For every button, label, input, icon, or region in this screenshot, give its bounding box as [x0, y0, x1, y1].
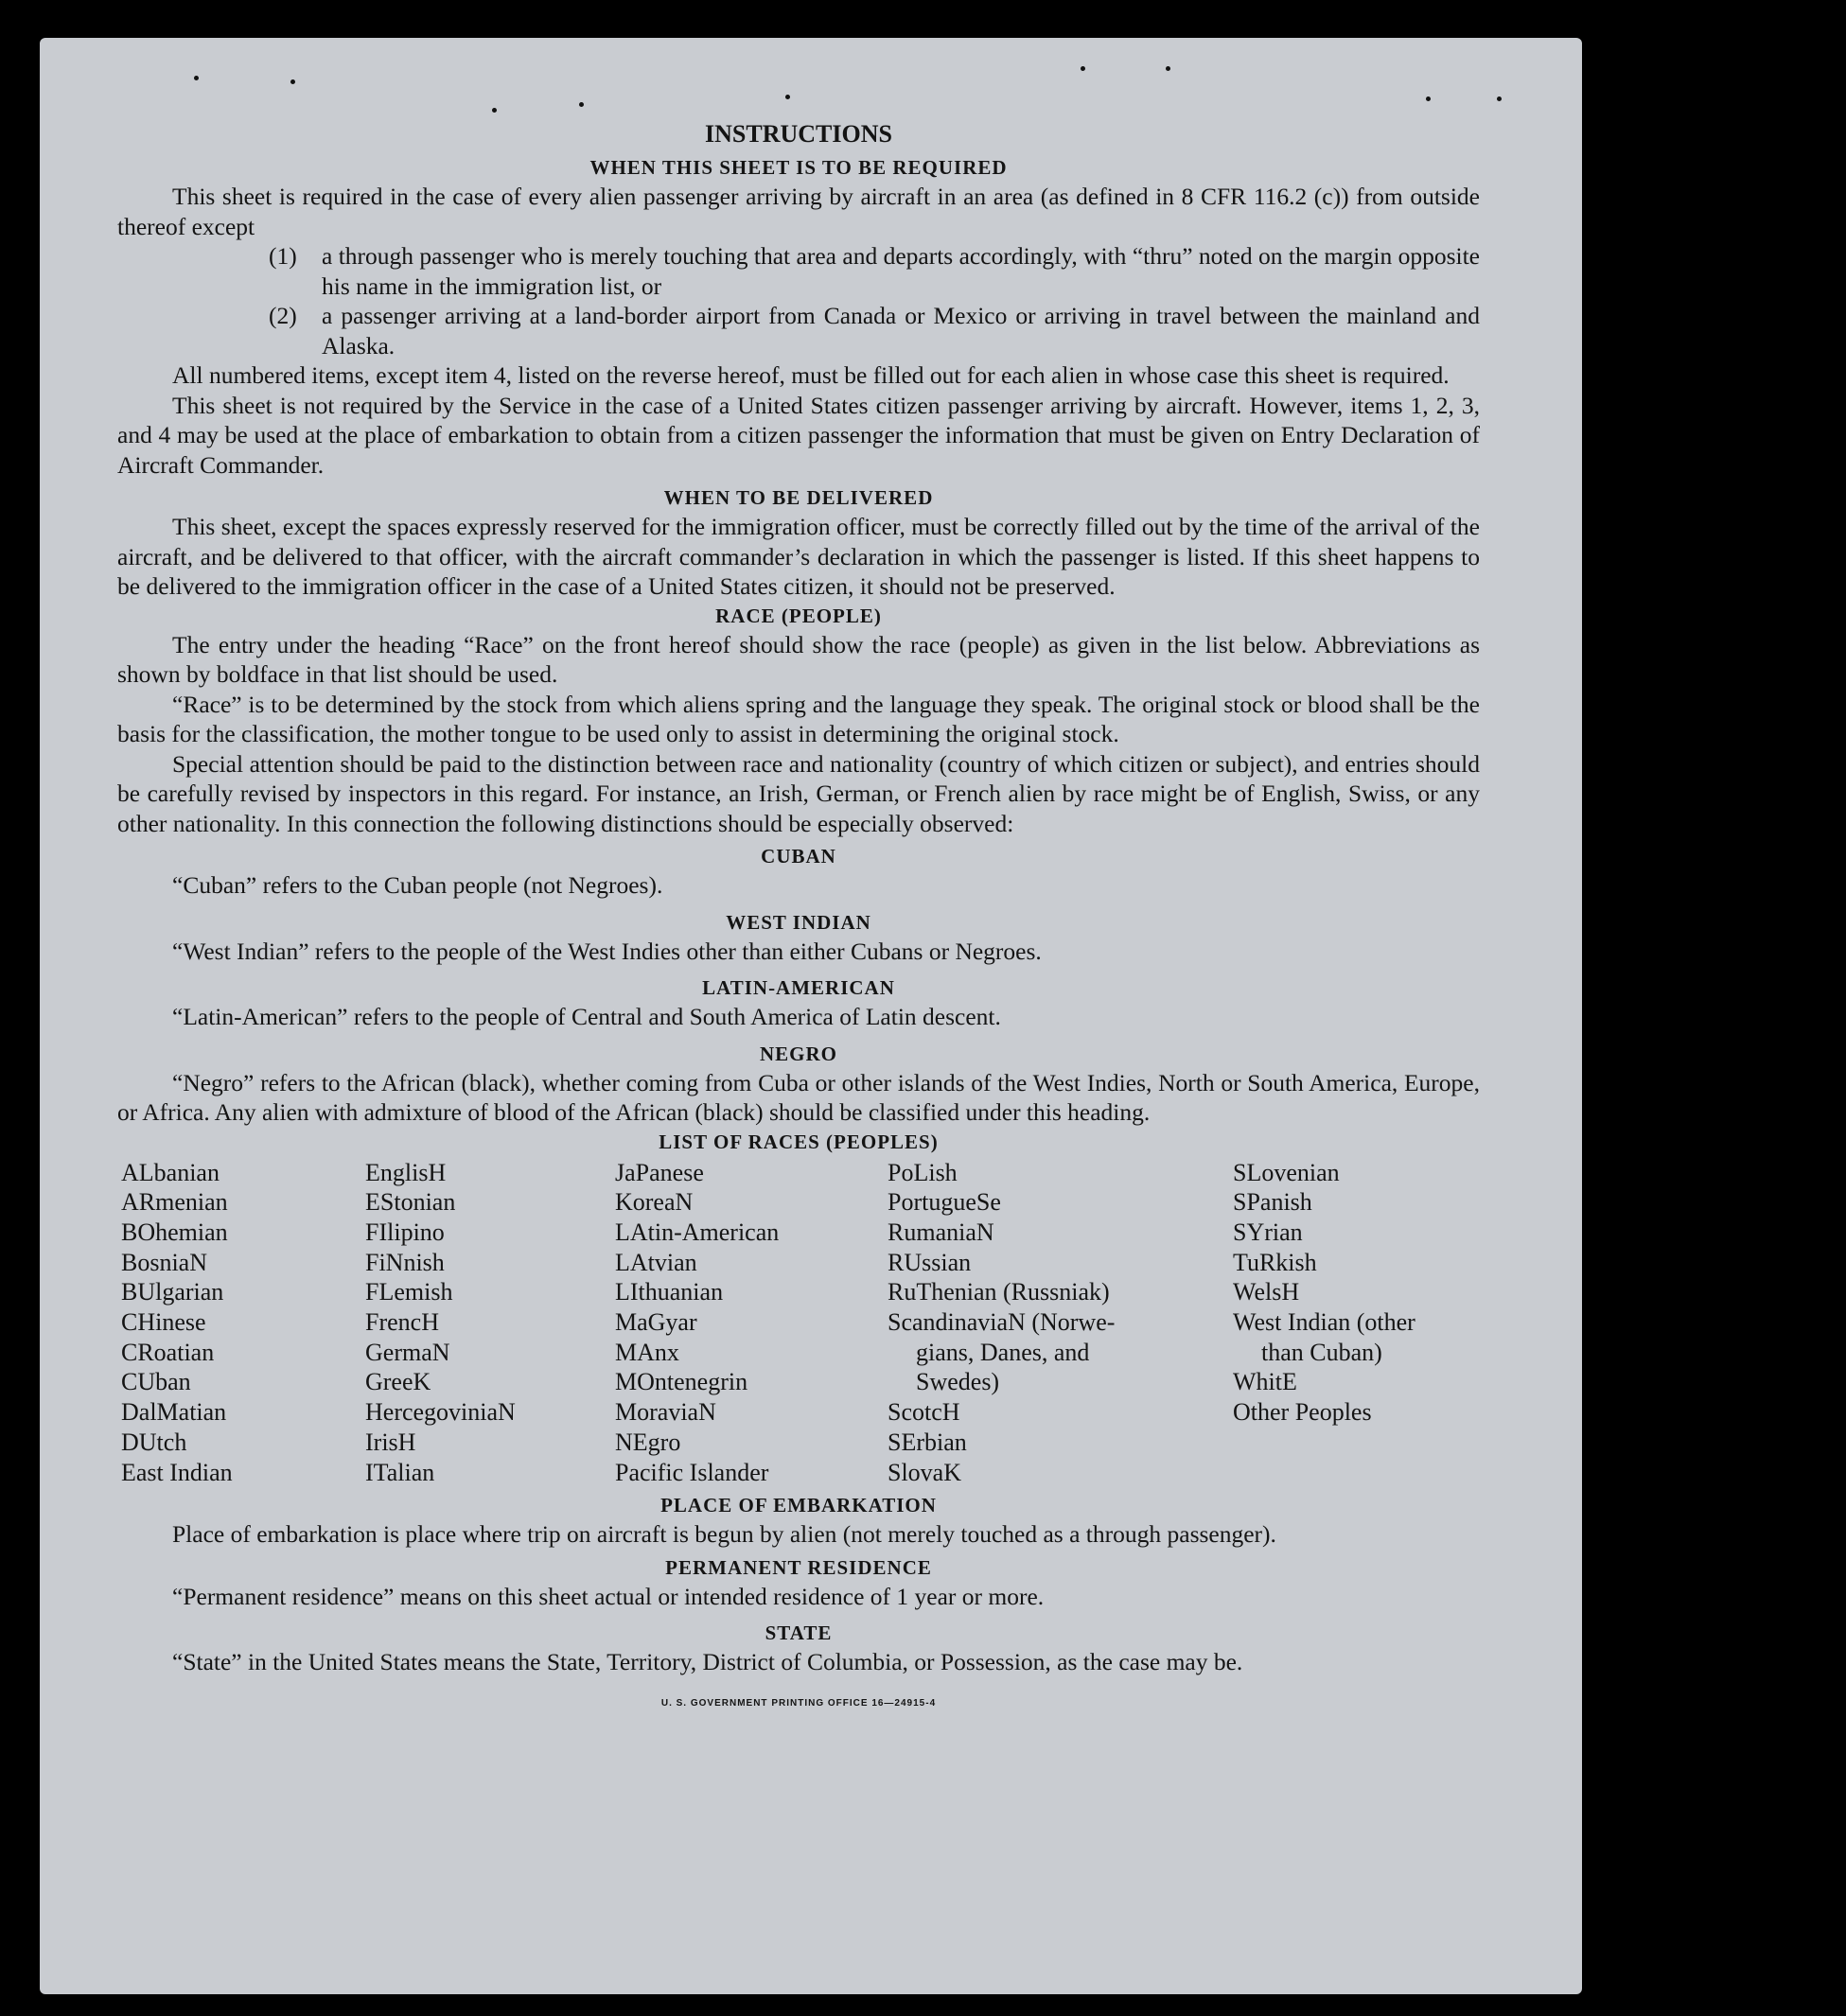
speck — [1081, 66, 1085, 71]
race-entry: PoLish — [888, 1158, 958, 1186]
race-entry: FLemish — [365, 1278, 453, 1306]
paragraph: “Permanent residence” means on this sheet actual or intended residence of 1 year or more. — [172, 1582, 1045, 1610]
race-entry-continued: Swedes) — [916, 1368, 1000, 1396]
item-number: (2) — [269, 302, 297, 329]
race-entry: RumaniaN — [888, 1218, 994, 1246]
race-entry: LIthuanian — [615, 1278, 724, 1306]
race-entry: ARmenian — [121, 1188, 228, 1217]
races-column-5 — [1233, 1158, 1484, 1488]
race-entry-continued: gians, Danes, and — [916, 1338, 1090, 1366]
race-entry: WelsH — [1233, 1278, 1300, 1306]
race-entry: FiNnish — [365, 1248, 445, 1276]
race-entry: RuThenian (Russniak) — [888, 1278, 1110, 1306]
section-heading-cuban: CUBAN — [761, 845, 836, 868]
speck — [785, 95, 790, 99]
section-heading-residence: PERMANENT RESIDENCE — [665, 1555, 932, 1579]
speck — [492, 108, 497, 113]
section-heading-latin-american: LATIN-AMERICAN — [702, 976, 895, 999]
race-entry: ScandinaviaN (Norwe- — [888, 1308, 1116, 1337]
race-entry: West Indian (other — [1233, 1308, 1415, 1337]
paragraph: “Latin-American” refers to the people of Central and South America of Latin descent. — [172, 1003, 1001, 1030]
speck — [1166, 66, 1170, 71]
race-entry: ITalian — [365, 1458, 435, 1486]
item-text: a through passenger who is merely touching that area and departs accordingly, with “thru” noted on the margin opposite his name in the immigration list, or — [322, 242, 1480, 300]
race-entry: MoraviaN — [615, 1398, 716, 1427]
race-entry: DUtch — [121, 1428, 187, 1456]
race-entry: LAtvian — [615, 1248, 697, 1276]
list-item — [269, 241, 1480, 301]
paragraph: The entry under the heading “Race” on the front hereof should show the race (people) as given in the list below. Abbreviations as shown by boldface in that list should be used. — [117, 630, 1480, 688]
race-entry: SPanish — [1233, 1188, 1312, 1217]
races-column-4 — [888, 1158, 1233, 1488]
section-heading-state: STATE — [765, 1622, 833, 1645]
race-entry: GreeK — [365, 1368, 431, 1396]
race-entry: PortugueSe — [888, 1188, 1001, 1217]
race-entry: CHinese — [121, 1308, 206, 1337]
item-text: a passenger arriving at a land-border airport from Canada or Mexico or arriving in travel between the mainland and Alaska. — [322, 302, 1480, 359]
race-entry: EStonian — [365, 1188, 456, 1217]
race-entry: KoreaN — [615, 1188, 694, 1217]
race-entry: SYrian — [1233, 1218, 1303, 1246]
race-entry: Other Peoples — [1233, 1398, 1372, 1427]
race-entry: East Indian — [121, 1458, 233, 1486]
race-entry: FrencH — [365, 1308, 439, 1337]
race-entry: GermaN — [365, 1338, 450, 1366]
race-entry: BosniaN — [121, 1248, 207, 1276]
paragraph: “Negro” refers to the African (black), whether coming from Cuba or other islands of the West Indies, North or South America, Europe, or Africa. Any alien with admixture of blood of the African (black) should be classified under this heading. — [117, 1068, 1480, 1126]
race-entry: EnglisH — [365, 1158, 447, 1186]
speck — [290, 79, 295, 84]
paragraph: All numbered items, except item 4, listed on the reverse hereof, must be filled out for each alien in whose case this sheet is required. — [172, 361, 1450, 389]
item-number: (1) — [269, 242, 297, 270]
race-entry: SLovenian — [1233, 1158, 1340, 1186]
speck — [194, 76, 199, 80]
list-item — [269, 301, 1480, 360]
race-entry: LAtin-American — [615, 1218, 780, 1246]
paragraph: “West Indian” refers to the people of the West Indies other than either Cubans or Negroes. — [172, 937, 1042, 965]
race-entry: WhitE — [1233, 1368, 1297, 1396]
page-title: INSTRUCTIONS — [705, 120, 892, 148]
race-entry: HercegoviniaN — [365, 1398, 516, 1427]
paragraph: Special attention should be paid to the distinction between race and nationality (country of which citizen or subject), and entries should be carefully revised by inspectors in this regard. For instance, an Irish, German, or French alien by race might be of English, Swiss, or any other nationality. In this connection the following distinctions should be especially observed: — [117, 749, 1480, 837]
paragraph: “Cuban” refers to the Cuban people (not Negroes). — [172, 871, 663, 899]
race-entry: IrisH — [365, 1428, 416, 1456]
race-entry: CRoatian — [121, 1338, 215, 1366]
printer-imprint: U. S. GOVERNMENT PRINTING OFFICE 16—24915-4 — [660, 1697, 937, 1709]
section-heading-delivered: WHEN TO BE DELIVERED — [663, 486, 934, 509]
race-entry: Pacific Islander — [615, 1458, 769, 1486]
section-heading-embarkation: PLACE OF EMBARKATION — [660, 1494, 937, 1517]
races-table — [121, 1158, 1480, 1488]
paragraph: This sheet, except the spaces expressly reserved for the immigration officer, must be correctly filled out by the time of the arrival of the aircraft, and be delivered to that officer, with the aircraft commander’s declaration in which the passenger is listed. If this sheet happens to be delivered to the immigration officer in the case of a United States citizen, it should not be preserved. — [117, 513, 1480, 600]
race-entry: MAnx — [615, 1338, 679, 1366]
paragraph: Place of embarkation is place where trip on aircraft is begun by alien (not merely touched as a through passenger). — [172, 1520, 1276, 1549]
race-entry: BOhemian — [121, 1218, 228, 1246]
race-entry: RUssian — [888, 1248, 972, 1276]
race-entry: SErbian — [888, 1428, 967, 1456]
race-entry: JaPanese — [615, 1158, 704, 1186]
races-column-1 — [121, 1158, 365, 1488]
race-entry: MOntenegrin — [615, 1368, 748, 1396]
race-entry-continued: than Cuban) — [1261, 1338, 1382, 1366]
section-heading-west-indian: WEST INDIAN — [726, 910, 871, 934]
section-heading-race: RACE (PEOPLE) — [715, 604, 882, 627]
paragraph: “Race” is to be determined by the stock from which aliens spring and the language they speak. The original stock or blood shall be the basis for the classification, the mother tongue to be used only to assist in determining the original stock. — [117, 690, 1480, 747]
race-entry: BUlgarian — [121, 1278, 224, 1306]
races-column-2 — [365, 1158, 615, 1488]
document-sheet — [40, 38, 1582, 1994]
race-entry: ScotcH — [888, 1398, 960, 1427]
paragraph: This sheet is not required by the Service in the case of a United States citizen passenger arriving by aircraft. However, items 1, 2, 3, and 4 may be used at the place of embarkation to obtain from a citizen passenger the information that must be given on Entry Declaration of Aircraft Commander. — [117, 391, 1480, 479]
speck — [1426, 96, 1431, 101]
race-entry: ALbanian — [121, 1158, 220, 1186]
speck — [1497, 96, 1502, 101]
race-entry: CUban — [121, 1368, 191, 1396]
section-heading-negro: NEGRO — [759, 1042, 837, 1065]
race-entry: FIlipino — [365, 1218, 445, 1246]
speck — [579, 102, 584, 107]
paragraph: This sheet is required in the case of every alien passenger arriving by aircraft in an area (as defined in 8 CFR 116.2 (c)) from outside thereof except — [117, 183, 1480, 240]
race-entry: NEgro — [615, 1428, 681, 1456]
section-heading-required: WHEN THIS SHEET IS TO BE REQUIRED — [589, 156, 1008, 179]
instructions-content — [117, 119, 1480, 1718]
race-entry: MaGyar — [615, 1308, 697, 1337]
paragraph: “State” in the United States means the State, Territory, District of Columbia, or Possession, as the case may be. — [172, 1648, 1243, 1676]
section-heading-list-of-races: LIST OF RACES (PEOPLES) — [659, 1130, 939, 1153]
races-column-3 — [615, 1158, 888, 1488]
race-entry: DalMatian — [121, 1398, 227, 1427]
race-entry: TuRkish — [1233, 1248, 1317, 1276]
race-entry: SlovaK — [888, 1458, 961, 1486]
